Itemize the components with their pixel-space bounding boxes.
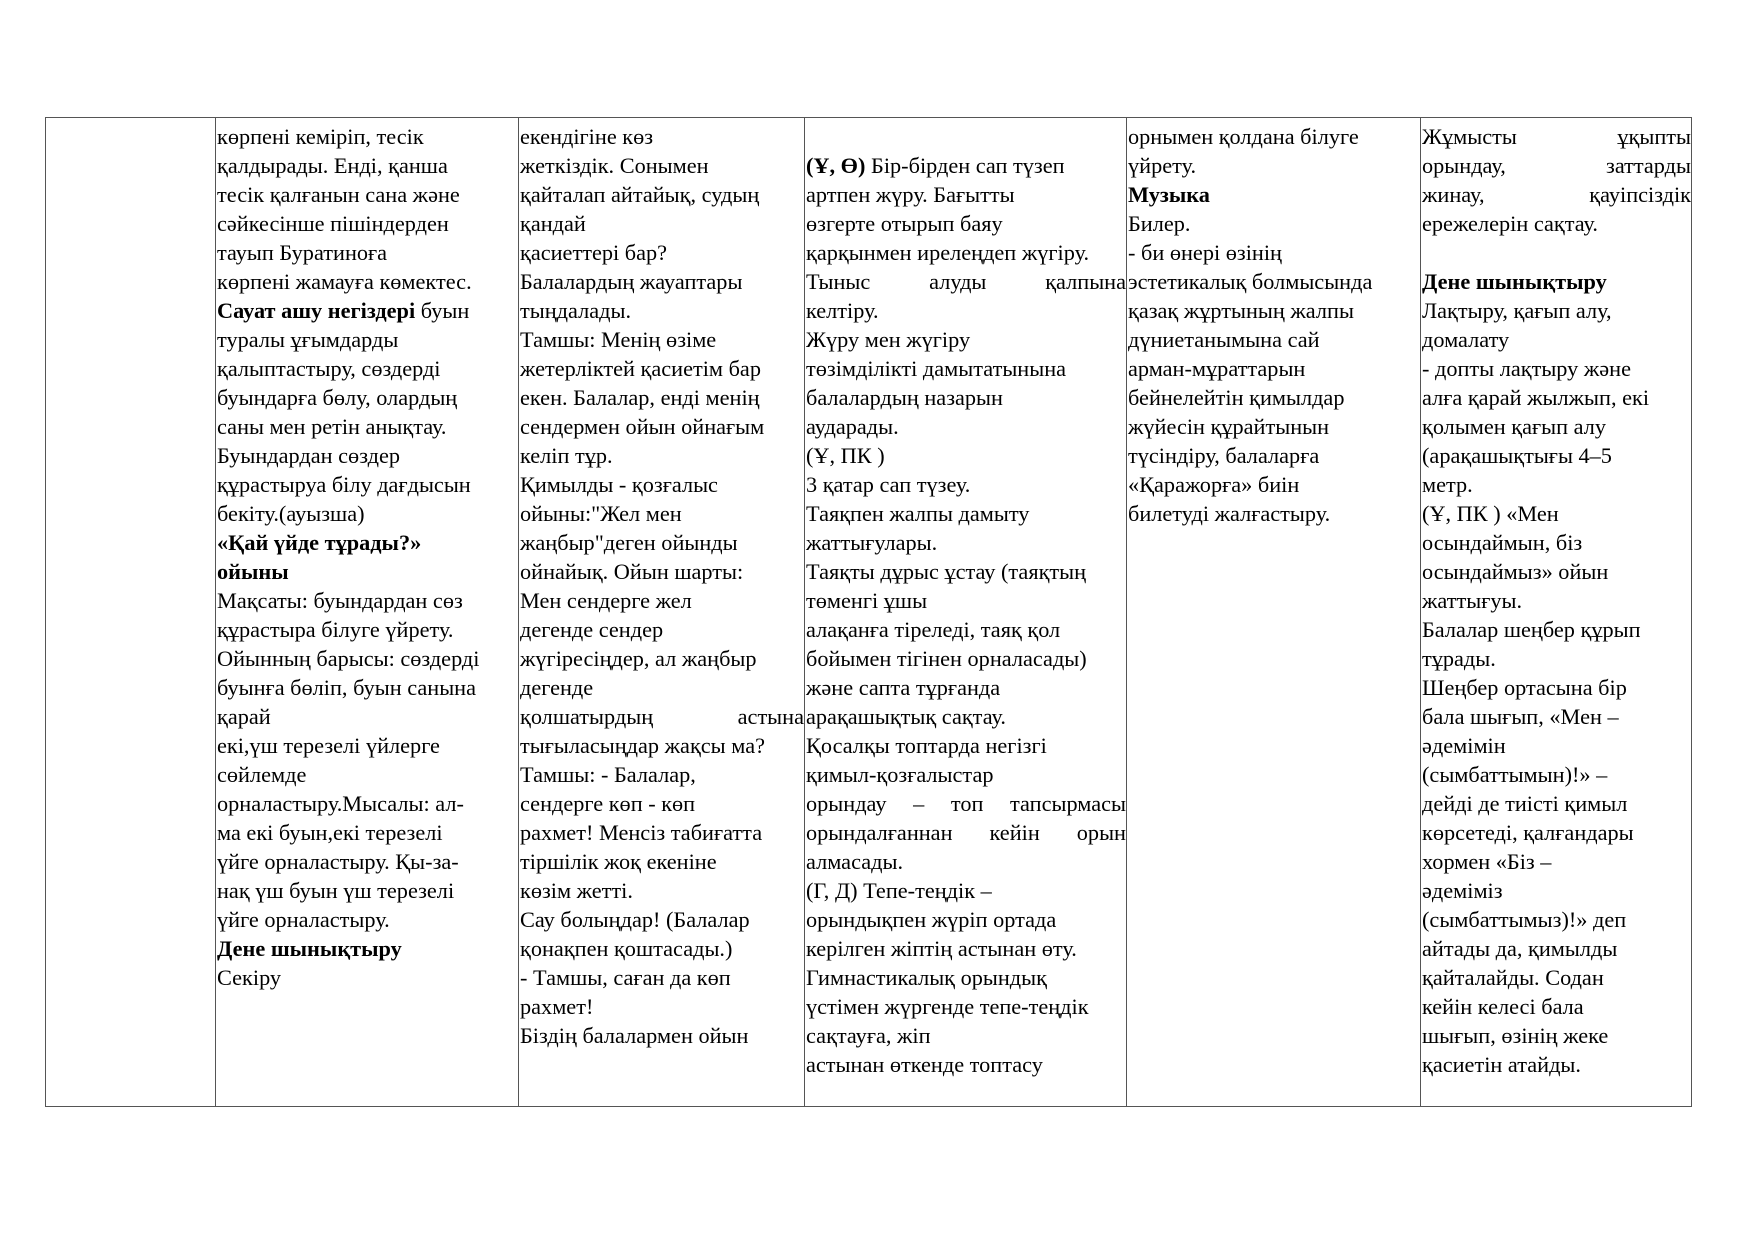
line-text: Секіру [217, 965, 282, 990]
text-line [806, 325, 1126, 354]
text-line [217, 383, 518, 412]
line-text: шығып, өзінің жеке [1422, 1023, 1609, 1048]
line-text: ойыны:"Жел мен [520, 501, 682, 526]
table-row [46, 118, 1692, 1107]
line-text: қолымен қағып алу [1422, 414, 1607, 439]
text-line [1128, 238, 1420, 267]
text-line [1422, 644, 1691, 673]
text-line [1422, 122, 1691, 151]
text-line [520, 789, 804, 818]
text-line [520, 412, 804, 441]
line-text: балалардың назарын [806, 385, 1003, 410]
text-line [217, 702, 518, 731]
line-text: бейнелейтін қимылдар [1128, 385, 1345, 410]
line-text: үйге орналастыру. [217, 907, 390, 932]
text-line [217, 847, 518, 876]
table-cell-literacy [216, 118, 519, 1107]
line-text: жетерліктей қасиетім бар [520, 356, 761, 381]
line-text: тіршілік жоқ екеніне [520, 849, 717, 874]
line-text: қарқынмен ирелеңдеп жүгіру. [806, 240, 1090, 265]
text-line [217, 354, 518, 383]
line-text: орындау – топ тапсырмасы [806, 791, 1126, 816]
line-text: Қосалқы топтарда негізгі [806, 733, 1047, 758]
line-text: эстетикалық болмысында [1128, 269, 1373, 294]
line-text: (Г, Д) Тепе-теңдік – [806, 878, 992, 903]
line-text: қолшатырдың астына [520, 704, 804, 729]
line-text: үйге орналастыру. Қы-за- [217, 849, 459, 874]
line-text: Таяқты дұрыс ұстау (таяқтың [806, 559, 1087, 584]
text-line [806, 644, 1126, 673]
text-line [520, 702, 804, 731]
text-line [520, 586, 804, 615]
bold-heading: Дене шынықтыру [1422, 269, 1607, 294]
line-text: аударады. [806, 414, 899, 439]
text-line [806, 470, 1126, 499]
line-text: кейін келесі бала [1422, 994, 1584, 1019]
text-line [1422, 934, 1691, 963]
line-text: Балалардың жауаптары [520, 269, 743, 294]
line-text: орналастыру.Мысалы: ал- [217, 791, 464, 816]
table-cell-empty [46, 118, 216, 1107]
line-text: сендерге көп - көп [520, 791, 696, 816]
line-text: нақ үш буын үш терезелі [217, 878, 455, 903]
line-text: Тамшы: - Балалар, [520, 762, 696, 787]
line-text: көрпені жамауға көмектес. [217, 269, 472, 294]
line-text: Таяқпен жалпы дамыту [806, 501, 1030, 526]
text-line [520, 325, 804, 354]
line-text: үстімен жүргенде тепе-теңдік [806, 994, 1089, 1019]
line-text: үйрету. [1128, 153, 1197, 178]
bold-heading: «Қай үйде тұрады?» [217, 530, 422, 555]
text-line [217, 905, 518, 934]
line-text: Буындардан сөздер [217, 443, 400, 468]
line-text: ойнайық. Ойын шарты: [520, 559, 744, 584]
text-line [520, 673, 804, 702]
text-line [1128, 383, 1420, 412]
text-line [1128, 180, 1420, 209]
line-text: Ойынның барысы: сөздерді [217, 646, 480, 671]
line-text: тұрады. [1422, 646, 1496, 671]
line-text: артпен жүру. Бағытты [806, 182, 1015, 207]
text-line [1128, 209, 1420, 238]
line-text: Тыныс алуды қалпына [806, 269, 1126, 294]
line-text: алға қарай жылжып, екі [1422, 385, 1650, 410]
line-text: - Тамшы, саған да көп [520, 965, 731, 990]
line-text: жеткіздік. Сонымен [520, 153, 709, 178]
line-text: бекіту.(ауызша) [217, 501, 365, 526]
line-text: Мақсаты: буындардан сөз [217, 588, 463, 613]
line-text: - допты лақтыру және [1422, 356, 1632, 381]
line-text: сәйкесінше пішіндерден [217, 211, 449, 236]
text-line [217, 818, 518, 847]
line-text: Балалар шеңбер құрып [1422, 617, 1641, 642]
text-line [806, 412, 1126, 441]
text-line [806, 1021, 1126, 1050]
blank-line [1422, 238, 1691, 267]
line-text: дегенде [520, 675, 594, 700]
line-text: буын [415, 298, 470, 323]
text-line [217, 470, 518, 499]
line-text: Бір-бірден сап түзеп [865, 153, 1065, 178]
line-text: тауып Буратиноға [217, 240, 388, 265]
text-line [217, 876, 518, 905]
line-text: көрпені кеміріп, тесік [217, 124, 424, 149]
line-text: қайталап айтайық, судың [520, 182, 760, 207]
text-line [520, 267, 804, 296]
text-line [806, 934, 1126, 963]
line-text: (Ұ, ПК ) [806, 443, 885, 468]
line-text: жүгіресіңдер, ал жаңбыр [520, 646, 757, 671]
text-line [1128, 470, 1420, 499]
line-text: тыңдалады. [520, 298, 632, 323]
text-line [520, 905, 804, 934]
line-text: «Қаражорға» биін [1128, 472, 1300, 497]
line-text: қимыл-қозғалыстар [806, 762, 994, 787]
text-line [217, 151, 518, 180]
line-text: алмасады. [806, 849, 904, 874]
line-text: керілген жіптің астынан өту. [806, 936, 1077, 961]
line-text: көрсетеді, қалғандары [1422, 820, 1634, 845]
text-line [520, 180, 804, 209]
text-line [806, 760, 1126, 789]
line-text: орнымен қолдана білуге [1128, 124, 1359, 149]
bold-heading: Сауат ашу негіздері [217, 298, 416, 323]
text-line [1128, 412, 1420, 441]
text-line [806, 963, 1126, 992]
text-line [806, 876, 1126, 905]
text-line [520, 847, 804, 876]
text-line [806, 151, 1126, 180]
text-line [806, 818, 1126, 847]
text-line [1128, 296, 1420, 325]
text-line [1422, 499, 1691, 528]
line-text: әдеміміз [1422, 878, 1503, 903]
text-line [806, 267, 1126, 296]
bold-heading: Музыка [1128, 182, 1210, 207]
text-line [217, 963, 518, 992]
text-line [1422, 528, 1691, 557]
line-text: астынан өткенде топтасу [806, 1052, 1043, 1077]
text-line [1422, 1021, 1691, 1050]
text-line [1422, 1050, 1691, 1079]
text-line [806, 673, 1126, 702]
text-line [520, 354, 804, 383]
text-line [1422, 557, 1691, 586]
text-line [1422, 963, 1691, 992]
text-line [217, 296, 518, 325]
line-text: орындықпен жүріп ортада [806, 907, 1057, 932]
text-line [1422, 992, 1691, 1021]
line-text: Тамшы: Менің өзіме [520, 327, 717, 352]
line-text: Қимылды - қозғалыс [520, 472, 718, 497]
line-text: метр. [1422, 472, 1473, 497]
line-text: екі,үш терезелі үйлерге [217, 733, 440, 758]
line-text: әдемімін [1422, 733, 1506, 758]
text-line [1422, 209, 1691, 238]
line-text: (сымбаттымыз)!» деп [1422, 907, 1627, 932]
text-line [520, 528, 804, 557]
text-line [1422, 180, 1691, 209]
bold-heading: ойыны [217, 559, 289, 584]
line-text: билетуді жалғастыру. [1128, 501, 1331, 526]
line-text: құрастыра білуге үйрету. [217, 617, 454, 642]
line-text: Билер. [1128, 211, 1191, 236]
text-line [520, 151, 804, 180]
line-text: жаттығулары. [806, 530, 938, 555]
text-line [217, 441, 518, 470]
line-text: қасиетін атайды. [1422, 1052, 1581, 1077]
text-line [806, 905, 1126, 934]
text-line [217, 180, 518, 209]
text-line [520, 238, 804, 267]
text-line [217, 267, 518, 296]
text-line [806, 499, 1126, 528]
line-text: буынға бөліп, буын санына [217, 675, 477, 700]
bold-heading: (Ұ, Ө) [806, 153, 866, 178]
text-line [1422, 818, 1691, 847]
text-line [1422, 702, 1691, 731]
line-text: жинау, қауіпсіздік [1422, 182, 1691, 207]
text-line [520, 470, 804, 499]
line-text: қалыптастыру, сөздерді [217, 356, 441, 381]
line-text: буындарға бөлу, олардың [217, 385, 458, 410]
line-text: (арақашықтығы 4–5 [1422, 443, 1612, 468]
text-line [217, 412, 518, 441]
line-text: төзімділікті дамытатынына [806, 356, 1067, 381]
table-cell-physical-education [1421, 118, 1692, 1107]
text-line [1422, 383, 1691, 412]
text-line [806, 789, 1126, 818]
text-line [217, 673, 518, 702]
text-line [1128, 325, 1420, 354]
text-line [217, 731, 518, 760]
text-line [1128, 122, 1420, 151]
line-text: екен. Балалар, енді менің [520, 385, 760, 410]
line-text: келіп тұр. [520, 443, 613, 468]
line-text: дегенде сендер [520, 617, 664, 642]
text-line [806, 557, 1126, 586]
text-line [1422, 847, 1691, 876]
text-line [217, 760, 518, 789]
text-line [520, 122, 804, 151]
line-text: екендігіне көз [520, 124, 654, 149]
line-text: рахмет! Менсіз табиғатта [520, 820, 763, 845]
table-cell-game [519, 118, 805, 1107]
text-line [1422, 412, 1691, 441]
text-line [1422, 760, 1691, 789]
line-text: қасиеттері бар? [520, 240, 668, 265]
text-line [806, 209, 1126, 238]
line-text: Жұмысты ұқыпты [1422, 124, 1691, 149]
line-text: (Ұ, ПК ) «Мен [1422, 501, 1559, 526]
text-line [1422, 615, 1691, 644]
text-line [1422, 876, 1691, 905]
text-line [217, 586, 518, 615]
text-line [520, 876, 804, 905]
text-line [806, 528, 1126, 557]
text-line [217, 615, 518, 644]
text-line [520, 296, 804, 325]
text-line [217, 528, 518, 557]
line-text: хормен «Біз – [1422, 849, 1552, 874]
text-line [217, 499, 518, 528]
lesson-plan-table [45, 117, 1692, 1107]
text-line [1422, 731, 1691, 760]
text-line [1128, 354, 1420, 383]
line-text: Біздің балалармен ойын [520, 1023, 749, 1048]
text-line [1422, 470, 1691, 499]
line-text: арақашықтық сақтау. [806, 704, 1006, 729]
text-line [1422, 151, 1691, 180]
text-line [520, 499, 804, 528]
line-text: қарай [217, 704, 271, 729]
line-text: қазақ жұртының жалпы [1128, 298, 1354, 323]
table-cell-music [1127, 118, 1421, 1107]
text-line [1128, 441, 1420, 470]
text-line [520, 383, 804, 412]
text-line [217, 238, 518, 267]
text-line [217, 789, 518, 818]
text-line [520, 1021, 804, 1050]
line-text: жаттығуы. [1422, 588, 1523, 613]
line-text: Жүру мен жүгіру [806, 327, 971, 352]
line-text: Гимнастикалық орындық [806, 965, 1047, 990]
text-line [520, 615, 804, 644]
text-line [806, 1050, 1126, 1079]
text-line [520, 731, 804, 760]
text-line [806, 296, 1126, 325]
blank-line [806, 122, 1126, 151]
line-text: бала шығып, «Мен – [1422, 704, 1619, 729]
line-text: сақтауға, жіп [806, 1023, 931, 1048]
line-text: түсіндіру, балаларға [1128, 443, 1320, 468]
line-text: арман-мұраттарын [1128, 356, 1306, 381]
line-text: көзім жетті. [520, 878, 633, 903]
line-text: дейді де тиісті қимыл [1422, 791, 1628, 816]
line-text: домалату [1422, 327, 1510, 352]
text-line [520, 557, 804, 586]
line-text: өзгерте отырып баяу [806, 211, 1003, 236]
line-text: орындалғаннан кейін орын [806, 820, 1126, 845]
line-text: бойымен тігінен орналасады) [806, 646, 1087, 671]
line-text: қайталайды. Содан [1422, 965, 1604, 990]
text-line [1128, 151, 1420, 180]
line-text: Шеңбер ортасына бір [1422, 675, 1627, 700]
line-text: жүйесін құрайтынын [1128, 414, 1330, 439]
text-line [520, 644, 804, 673]
line-text: қандай [520, 211, 586, 236]
text-line [1422, 673, 1691, 702]
text-line [1422, 267, 1691, 296]
text-line [1128, 267, 1420, 296]
line-text: 3 қатар сап түзеу. [806, 472, 971, 497]
text-line [520, 441, 804, 470]
line-text: - би өнері өзінің [1128, 240, 1282, 265]
text-line [217, 934, 518, 963]
text-line [520, 934, 804, 963]
text-line [217, 644, 518, 673]
text-line [806, 702, 1126, 731]
line-text: қонақпен қоштасады.) [520, 936, 733, 961]
text-line [806, 383, 1126, 412]
text-line [806, 441, 1126, 470]
line-text: Сау болыңдар! (Балалар [520, 907, 750, 932]
line-text: ережелерін сақтау. [1422, 211, 1598, 236]
text-line [806, 615, 1126, 644]
line-text: саны мен ретін анықтау. [217, 414, 447, 439]
text-line [1422, 441, 1691, 470]
text-line [806, 586, 1126, 615]
line-text: осындаймын, біз [1422, 530, 1583, 555]
text-line [217, 557, 518, 586]
text-line [217, 122, 518, 151]
text-line [1422, 296, 1691, 325]
line-text: Мен сендерге жел [520, 588, 692, 613]
line-text: тығыласыңдар жақсы ма? [520, 733, 765, 758]
text-line [806, 847, 1126, 876]
line-text: ма екі буын,екі терезелі [217, 820, 443, 845]
text-line [806, 354, 1126, 383]
text-line [520, 209, 804, 238]
text-line [520, 818, 804, 847]
text-line [1422, 325, 1691, 354]
line-text: алақанға тіреледі, таяқ қол [806, 617, 1061, 642]
text-line [520, 992, 804, 1021]
bold-heading: Дене шынықтыру [217, 936, 402, 961]
text-line [520, 760, 804, 789]
text-line [806, 238, 1126, 267]
line-text: және сапта тұрғанда [806, 675, 1001, 700]
line-text: сендермен ойын ойнағым [520, 414, 765, 439]
line-text: жаңбыр"деген ойынды [520, 530, 738, 555]
line-text: дүниетанымына сай [1128, 327, 1320, 352]
line-text: (сымбаттымын)!» – [1422, 762, 1608, 787]
line-text: келтіру. [806, 298, 879, 323]
text-line [806, 180, 1126, 209]
line-text: төменгі ұшы [806, 588, 928, 613]
text-line [806, 731, 1126, 760]
text-line [1422, 586, 1691, 615]
line-text: тесік қалғанын сана және [217, 182, 460, 207]
line-text: орындау, заттарды [1422, 153, 1691, 178]
text-line [1422, 789, 1691, 818]
line-text: Лақтыру, қағып алу, [1422, 298, 1612, 323]
line-text: құрастыруа білу дағдысын [217, 472, 471, 497]
text-line [217, 325, 518, 354]
text-line [520, 963, 804, 992]
line-text: осындаймыз» ойын [1422, 559, 1609, 584]
text-line [1422, 354, 1691, 383]
line-text: айтады да, қимылды [1422, 936, 1618, 961]
text-line [806, 992, 1126, 1021]
line-text: туралы ұғымдарды [217, 327, 399, 352]
line-text: қалдырады. Енді, қанша [217, 153, 448, 178]
table-cell-movement [805, 118, 1127, 1107]
line-text: сөйлемде [217, 762, 307, 787]
text-line [1422, 905, 1691, 934]
line-text: рахмет! [520, 994, 594, 1019]
text-line [1128, 499, 1420, 528]
text-line [217, 209, 518, 238]
